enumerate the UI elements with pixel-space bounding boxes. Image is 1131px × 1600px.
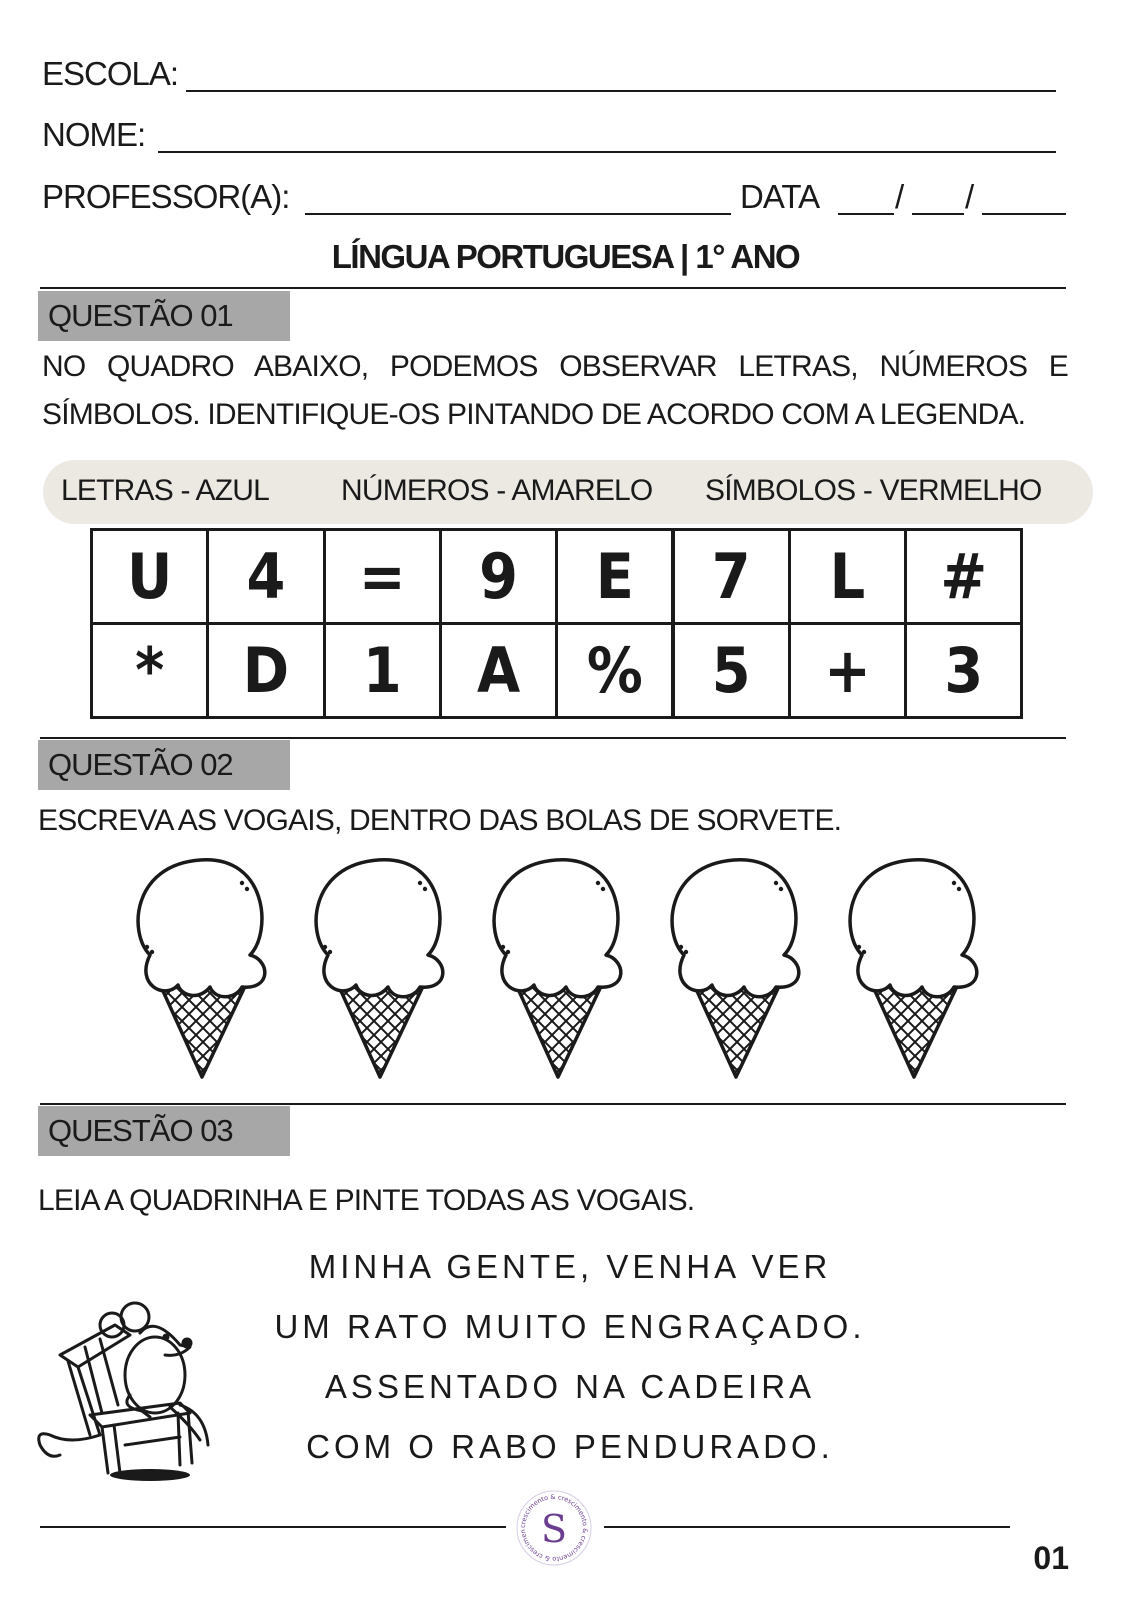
page-title: LÍNGUA PORTUGUESA | 1° ANO [331,238,800,275]
legend-letters: LETRAS - AZUL [61,474,269,507]
footer-line-left [40,1526,506,1528]
divider [40,287,1066,289]
icecream-cone[interactable] [842,855,982,1085]
icecream-cone[interactable] [664,855,804,1085]
divider [40,1103,1066,1105]
grid-cell[interactable]: D [206,622,325,719]
grid-cell[interactable]: 5 [672,622,791,719]
legend-symbols: SÍMBOLOS - VERMELHO [705,474,1042,507]
grid-cell[interactable]: L [788,528,907,625]
grid-cell[interactable]: # [904,528,1023,625]
icecream-cone[interactable] [130,855,270,1085]
logo-ring-text: crescimento & crescimento & crescimento & crescimen [518,1492,590,1564]
grid-cell[interactable]: U [90,528,209,625]
nome-label: NOME: [42,116,146,153]
q2-instruction: ESCREVA AS VOGAIS, DENTRO DAS BOLAS DE SORVETE. [38,804,842,837]
date-year-field[interactable] [982,213,1066,215]
nome-field[interactable] [158,151,1056,153]
grid-cell[interactable]: 3 [904,622,1023,719]
date-sep: / [895,178,904,215]
logo [514,1488,594,1568]
question-01-label: QUESTÃO 01 [38,291,290,341]
grid-cell[interactable]: = [323,528,442,625]
question-03-label: QUESTÃO 03 [38,1106,290,1156]
escola-label: ESCOLA: [42,55,179,92]
grid-cell[interactable]: * [90,622,209,719]
grid-cell[interactable]: + [788,622,907,719]
legend [43,460,1093,524]
q3-instruction: LEIA A QUADRINHA E PINTE TODAS AS VOGAIS. [38,1184,695,1217]
date-sep: / [965,178,974,215]
grid-cell[interactable]: % [555,622,674,719]
grid-cell[interactable]: 7 [672,528,791,625]
logo-letter: S [540,1507,568,1551]
grid-cell[interactable]: E [555,528,674,625]
poem-line-2[interactable]: UM RATO MUITO ENGRAÇADO. [274,1308,866,1345]
mouse-on-chair-illustration [30,1295,230,1490]
professor-field[interactable] [305,213,731,215]
icecream-cone[interactable] [486,855,626,1085]
q1-instruction-line1: NO QUADRO ABAIXO, PODEMOS OBSERVAR LETRAS, NÚMEROS E [42,350,1068,383]
legend-numbers: NÚMEROS - AMARELO [341,474,653,507]
page-number: 01 [1033,1540,1069,1576]
icecream-cone[interactable] [308,855,448,1085]
date-day-field[interactable] [838,213,894,215]
professor-label: PROFESSOR(A): [42,178,290,215]
escola-field[interactable] [186,90,1056,92]
grid-cell[interactable]: A [439,622,558,719]
poem-line-3[interactable]: ASSENTADO NA CADEIRA [324,1368,816,1405]
poem-line-1[interactable]: MINHA GENTE, VENHA VER [308,1248,832,1285]
date-month-field[interactable] [912,213,964,215]
divider [40,737,1066,739]
question-02-label: QUESTÃO 02 [38,740,290,790]
grid-cell[interactable]: 1 [323,622,442,719]
data-label: DATA [740,178,820,215]
poem-line-4[interactable]: COM O RABO PENDURADO. [306,1428,834,1465]
grid-cell[interactable]: 9 [439,528,558,625]
grid-cell[interactable]: 4 [206,528,325,625]
footer-line-right [604,1526,1010,1528]
q1-instruction-line2: SÍMBOLOS. IDENTIFIQUE-OS PINTANDO DE ACORDO COM A LEGENDA. [42,398,1026,431]
